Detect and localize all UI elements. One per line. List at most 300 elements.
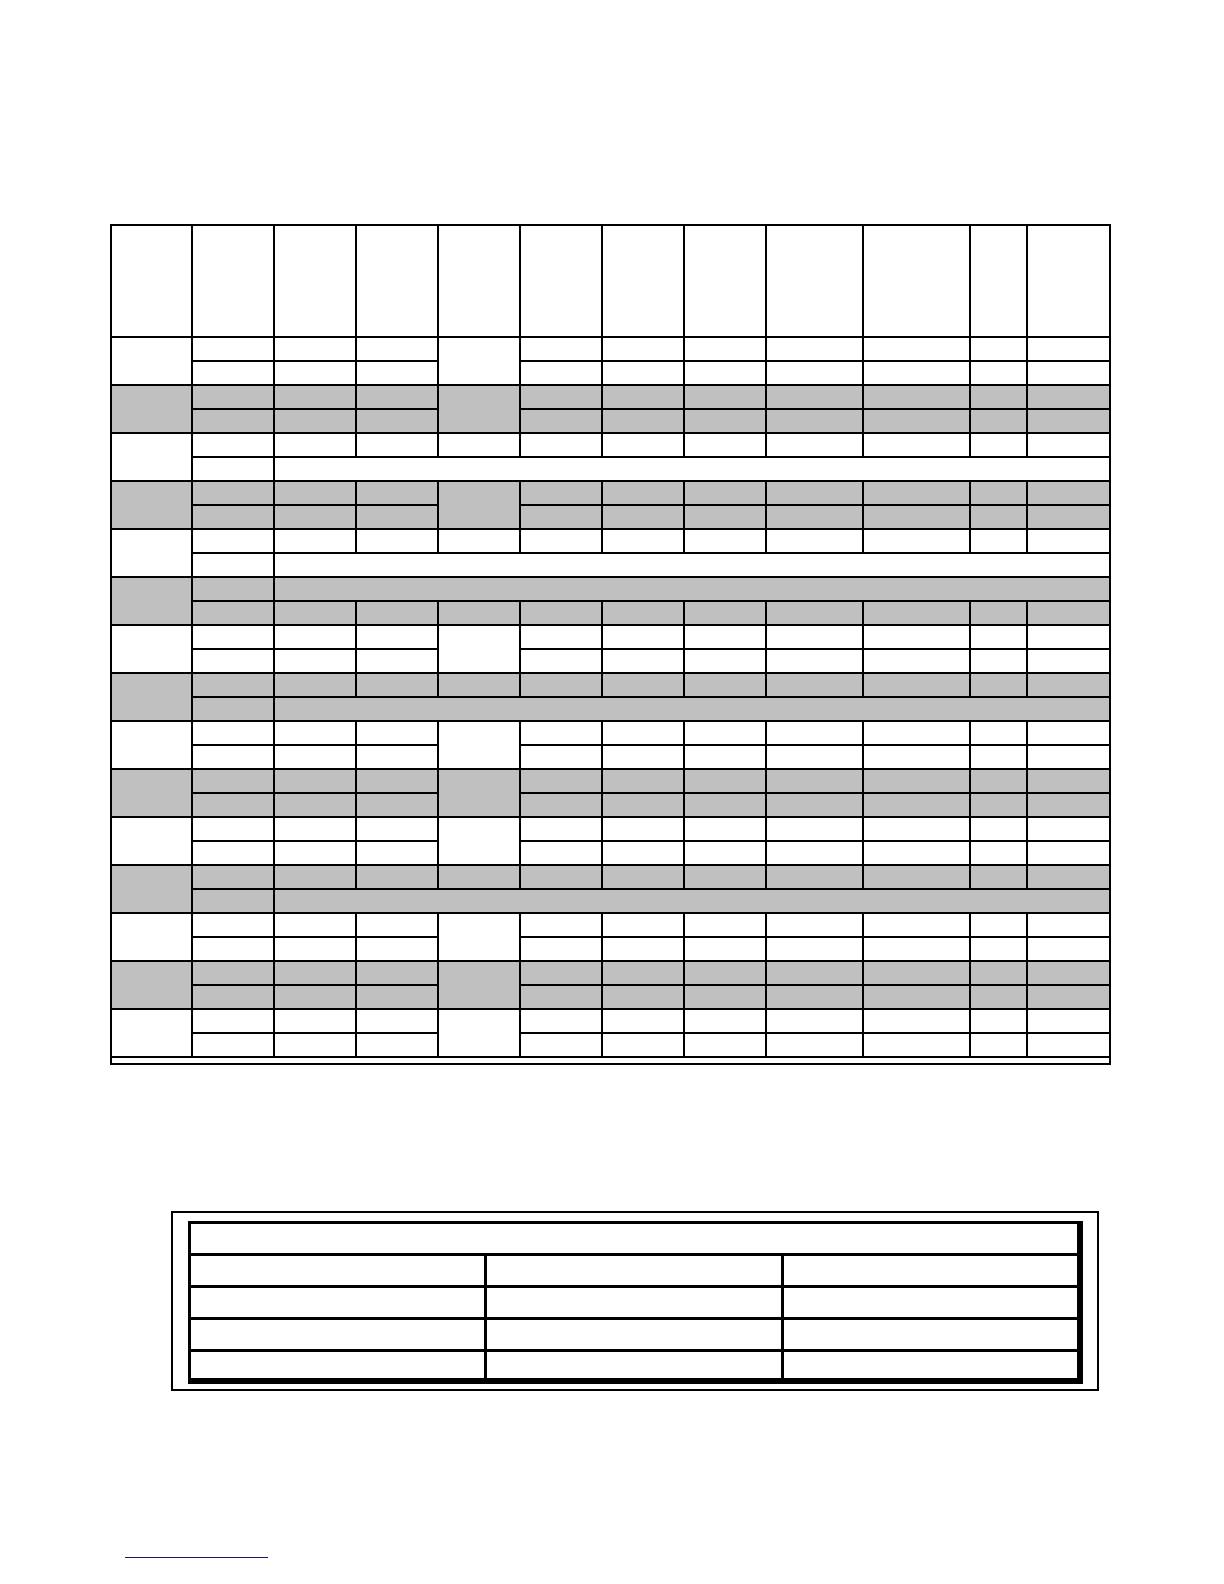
table-cell	[767, 506, 864, 530]
row-label-cell	[110, 914, 193, 962]
table-cell	[521, 866, 603, 890]
table-cell	[275, 938, 357, 962]
table-cell	[1028, 818, 1111, 842]
table-cell	[193, 794, 275, 818]
table-cell	[971, 1010, 1028, 1034]
table-cell	[357, 722, 439, 746]
summary-cell	[191, 1352, 487, 1381]
table-cell	[1028, 506, 1111, 530]
header-cell	[971, 224, 1028, 338]
table-cell	[193, 410, 275, 434]
table-cell	[685, 434, 767, 458]
table-cell	[275, 866, 357, 890]
table-cell	[971, 770, 1028, 794]
table-cell	[971, 530, 1028, 554]
summary-cell	[784, 1288, 1080, 1320]
table-cell	[521, 842, 603, 866]
table-cell	[685, 506, 767, 530]
table-cell	[685, 770, 767, 794]
table-cell	[1028, 530, 1111, 554]
table-cell	[685, 794, 767, 818]
table-cell	[864, 938, 971, 962]
table-cell	[685, 914, 767, 938]
table-cell	[864, 1010, 971, 1034]
header-cell	[193, 224, 275, 338]
table-cell	[357, 770, 439, 794]
table-cell	[357, 506, 439, 530]
table-cell	[1028, 386, 1111, 410]
table-cell	[193, 362, 275, 386]
table-cell	[971, 338, 1028, 362]
table-cell	[971, 626, 1028, 650]
table-cell	[1028, 914, 1111, 938]
table-cell	[193, 458, 275, 482]
table-cell	[767, 386, 864, 410]
table-cell	[357, 986, 439, 1010]
table-cell	[685, 530, 767, 554]
table-cell	[767, 650, 864, 674]
table-cell	[1028, 722, 1111, 746]
table-cell	[767, 674, 864, 698]
table-cell	[521, 650, 603, 674]
header-cell	[1028, 224, 1111, 338]
table-cell	[275, 1010, 357, 1034]
table-cell	[864, 506, 971, 530]
table-cell	[767, 362, 864, 386]
table-cell	[275, 746, 357, 770]
table-cell	[767, 842, 864, 866]
table-cell	[971, 674, 1028, 698]
table-cell	[357, 938, 439, 962]
table-cell	[603, 410, 685, 434]
header-cell	[767, 224, 864, 338]
table-cell	[521, 386, 603, 410]
table-cell	[275, 770, 357, 794]
table-cell	[864, 434, 971, 458]
table-cell	[864, 482, 971, 506]
table-cell	[193, 674, 275, 698]
table-cell	[1028, 1034, 1111, 1058]
table-cell	[971, 746, 1028, 770]
table-cell	[439, 674, 521, 698]
row-label-cell	[110, 626, 193, 674]
row-label-cell	[110, 818, 193, 866]
table-cell	[275, 434, 357, 458]
table-cell	[521, 506, 603, 530]
table-cell	[767, 866, 864, 890]
table-cell	[685, 410, 767, 434]
table-cell	[767, 818, 864, 842]
table-cell	[685, 938, 767, 962]
table-cell	[439, 602, 521, 626]
table-cell	[1028, 338, 1111, 362]
row-label-cell	[110, 1010, 193, 1058]
table-cell	[685, 626, 767, 650]
table-cell	[685, 674, 767, 698]
summary-cell	[191, 1288, 487, 1320]
table-cell	[275, 626, 357, 650]
table-cell	[521, 338, 603, 362]
table-cell	[971, 938, 1028, 962]
table-cell	[603, 794, 685, 818]
table-cell	[357, 602, 439, 626]
table-cell	[864, 914, 971, 938]
table-cell	[193, 698, 275, 722]
table-cell	[767, 722, 864, 746]
table-cell	[767, 938, 864, 962]
table-cell	[971, 866, 1028, 890]
table-cell	[275, 794, 357, 818]
table-cell	[275, 410, 357, 434]
table-cell	[193, 554, 275, 578]
table-cell	[971, 602, 1028, 626]
summary-cell	[487, 1256, 784, 1288]
table-cell	[1028, 650, 1111, 674]
table-cell	[767, 602, 864, 626]
table-cell	[521, 986, 603, 1010]
spanning-cell	[275, 890, 1111, 914]
table-cell	[864, 962, 971, 986]
header-cell	[603, 224, 685, 338]
table-cell	[357, 794, 439, 818]
table-cell	[357, 530, 439, 554]
table-cell	[864, 1034, 971, 1058]
table-cell	[603, 602, 685, 626]
table-cell	[864, 866, 971, 890]
table-cell	[603, 386, 685, 410]
table-cell	[603, 434, 685, 458]
table-cell	[685, 842, 767, 866]
summary-cell	[487, 1352, 784, 1381]
table-cell	[685, 362, 767, 386]
table-cell	[603, 866, 685, 890]
table-cell	[1028, 1010, 1111, 1034]
table-cell	[439, 866, 521, 890]
header-cell	[685, 224, 767, 338]
table-cell	[193, 890, 275, 914]
table-cell	[603, 722, 685, 746]
table-cell	[1028, 770, 1111, 794]
table-cell	[603, 626, 685, 650]
table-cell	[357, 674, 439, 698]
table-cell	[603, 1010, 685, 1034]
table-cell	[864, 338, 971, 362]
table-cell	[275, 482, 357, 506]
table-cell	[603, 650, 685, 674]
table-cell	[864, 674, 971, 698]
table-cell	[864, 626, 971, 650]
row-label-cell	[110, 770, 193, 818]
table-cell	[357, 914, 439, 938]
table-cell	[864, 530, 971, 554]
table-cell	[521, 722, 603, 746]
table-cell	[275, 530, 357, 554]
table-cell	[193, 818, 275, 842]
table-cell	[357, 1034, 439, 1058]
row-label-cell	[110, 578, 193, 626]
table-cell	[357, 1010, 439, 1034]
table-cell	[357, 482, 439, 506]
table-cell	[275, 818, 357, 842]
table-cell	[193, 770, 275, 794]
table-cell	[1028, 794, 1111, 818]
row-label-cell	[110, 530, 193, 578]
table-cell	[275, 602, 357, 626]
table-cell	[1028, 962, 1111, 986]
table-cell	[193, 506, 275, 530]
table-cell	[193, 962, 275, 986]
table-cell	[864, 746, 971, 770]
table-cell	[521, 482, 603, 506]
table-cell	[767, 986, 864, 1010]
table-cell	[521, 674, 603, 698]
table-cell	[1028, 482, 1111, 506]
table-cell	[971, 506, 1028, 530]
table-cell	[275, 386, 357, 410]
merged-cell	[439, 770, 521, 818]
footnote-separator	[125, 1557, 268, 1558]
table-cell	[193, 338, 275, 362]
table-cell	[685, 602, 767, 626]
row-label-cell	[110, 482, 193, 530]
table-cell	[275, 650, 357, 674]
merged-cell	[439, 818, 521, 866]
main-data-table	[110, 224, 1111, 1065]
table-cell	[1028, 866, 1111, 890]
table-cell	[971, 650, 1028, 674]
table-cell	[357, 362, 439, 386]
table-cell	[1028, 362, 1111, 386]
summary-box	[171, 1211, 1099, 1391]
table-cell	[1028, 938, 1111, 962]
merged-cell	[439, 626, 521, 674]
table-cell	[767, 626, 864, 650]
merged-cell	[439, 386, 521, 434]
table-cell	[193, 1034, 275, 1058]
table-cell	[864, 602, 971, 626]
table-cell	[685, 482, 767, 506]
table-cell	[193, 578, 275, 602]
table-cell	[685, 1010, 767, 1034]
table-cell	[275, 338, 357, 362]
table-cell	[439, 434, 521, 458]
table-cell	[275, 362, 357, 386]
table-cell	[971, 794, 1028, 818]
table-cell	[685, 650, 767, 674]
table-cell	[357, 818, 439, 842]
header-cell	[439, 224, 521, 338]
table-cell	[521, 530, 603, 554]
table-cell	[193, 866, 275, 890]
row-label-cell	[110, 434, 193, 482]
spanning-cell	[275, 458, 1111, 482]
summary-cell	[487, 1288, 784, 1320]
table-cell	[971, 914, 1028, 938]
merged-cell	[439, 338, 521, 386]
summary-cell	[191, 1256, 487, 1288]
table-cell	[603, 530, 685, 554]
table-cell	[685, 986, 767, 1010]
summary-cell	[784, 1256, 1080, 1288]
header-cell	[275, 224, 357, 338]
table-cell	[864, 650, 971, 674]
table-cell	[193, 434, 275, 458]
table-cell	[521, 914, 603, 938]
table-cell	[275, 722, 357, 746]
table-cell	[685, 386, 767, 410]
table-cell	[603, 674, 685, 698]
table-cell	[864, 410, 971, 434]
table-cell	[767, 914, 864, 938]
merged-cell	[439, 722, 521, 770]
table-cell	[521, 938, 603, 962]
table-cell	[864, 986, 971, 1010]
table-cell	[521, 794, 603, 818]
spanning-cell	[275, 698, 1111, 722]
table-cell	[603, 746, 685, 770]
table-cell	[193, 482, 275, 506]
table-cell	[767, 962, 864, 986]
table-cell	[971, 434, 1028, 458]
table-cell	[193, 986, 275, 1010]
table-cell	[193, 938, 275, 962]
table-cell	[971, 818, 1028, 842]
spanning-cell	[275, 578, 1111, 602]
header-cell	[110, 224, 193, 338]
table-cell	[521, 626, 603, 650]
table-cell	[767, 530, 864, 554]
table-cell	[275, 986, 357, 1010]
table-cell	[685, 746, 767, 770]
table-cell	[275, 1034, 357, 1058]
table-cell	[439, 530, 521, 554]
table-cell	[1028, 602, 1111, 626]
summary-table	[188, 1221, 1083, 1384]
table-cell	[864, 818, 971, 842]
table-cell	[521, 746, 603, 770]
table-cell	[1028, 746, 1111, 770]
table-cell	[864, 794, 971, 818]
table-cell	[193, 530, 275, 554]
table-cell	[971, 482, 1028, 506]
table-cell	[357, 746, 439, 770]
table-cell	[521, 770, 603, 794]
table-cell	[767, 746, 864, 770]
table-cell	[275, 506, 357, 530]
table-cell	[193, 914, 275, 938]
header-cell	[357, 224, 439, 338]
table-cell	[685, 962, 767, 986]
table-cell	[603, 482, 685, 506]
table-cell	[357, 434, 439, 458]
row-label-cell	[110, 338, 193, 386]
table-cell	[193, 386, 275, 410]
table-cell	[864, 386, 971, 410]
table-cell	[193, 602, 275, 626]
table-cell	[603, 842, 685, 866]
table-cell	[971, 362, 1028, 386]
summary-cell	[784, 1352, 1080, 1381]
table-cell	[767, 770, 864, 794]
table-cell	[767, 410, 864, 434]
table-cell	[193, 842, 275, 866]
table-cell	[193, 626, 275, 650]
table-cell	[971, 1034, 1028, 1058]
header-cell	[521, 224, 603, 338]
table-cell	[275, 674, 357, 698]
table-cell	[357, 650, 439, 674]
table-cell	[275, 962, 357, 986]
table-cell	[357, 410, 439, 434]
table-cell	[357, 338, 439, 362]
table-cell	[1028, 986, 1111, 1010]
merged-cell	[439, 482, 521, 530]
table-cell	[767, 434, 864, 458]
table-cell	[971, 386, 1028, 410]
table-cell	[864, 722, 971, 746]
table-cell	[275, 842, 357, 866]
header-cell	[864, 224, 971, 338]
table-cell	[767, 338, 864, 362]
table-cell	[193, 1010, 275, 1034]
summary-title-cell	[191, 1224, 1080, 1256]
table-cell	[521, 1034, 603, 1058]
table-cell	[685, 722, 767, 746]
table-cell	[521, 602, 603, 626]
row-label-cell	[110, 722, 193, 770]
table-cell	[275, 914, 357, 938]
table-cell	[767, 482, 864, 506]
table-cell	[767, 1010, 864, 1034]
table-cell	[603, 962, 685, 986]
table-cell	[767, 1034, 864, 1058]
table-cell	[603, 506, 685, 530]
table-cell	[603, 362, 685, 386]
row-label-cell	[110, 674, 193, 722]
table-cell	[357, 626, 439, 650]
table-cell	[357, 842, 439, 866]
table-cell	[357, 962, 439, 986]
table-cell	[971, 842, 1028, 866]
row-label-cell	[110, 962, 193, 1010]
row-label-cell	[110, 866, 193, 914]
table-cell	[603, 338, 685, 362]
table-cell	[971, 722, 1028, 746]
table-cell	[1028, 626, 1111, 650]
table-cell	[1028, 674, 1111, 698]
table-cell	[521, 362, 603, 386]
table-cell	[971, 986, 1028, 1010]
table-cell	[521, 1010, 603, 1034]
table-cell	[1028, 410, 1111, 434]
merged-cell	[439, 962, 521, 1010]
table-cell	[603, 938, 685, 962]
table-cell	[685, 866, 767, 890]
table-cell	[767, 794, 864, 818]
table-cell	[971, 410, 1028, 434]
summary-cell	[191, 1320, 487, 1352]
table-cell	[864, 770, 971, 794]
table-cell	[603, 1034, 685, 1058]
table-cell	[685, 338, 767, 362]
table-cell	[603, 770, 685, 794]
table-cell	[603, 914, 685, 938]
table-cell	[685, 818, 767, 842]
table-cell	[521, 434, 603, 458]
table-cell	[603, 986, 685, 1010]
table-cell	[521, 410, 603, 434]
table-cell	[864, 362, 971, 386]
